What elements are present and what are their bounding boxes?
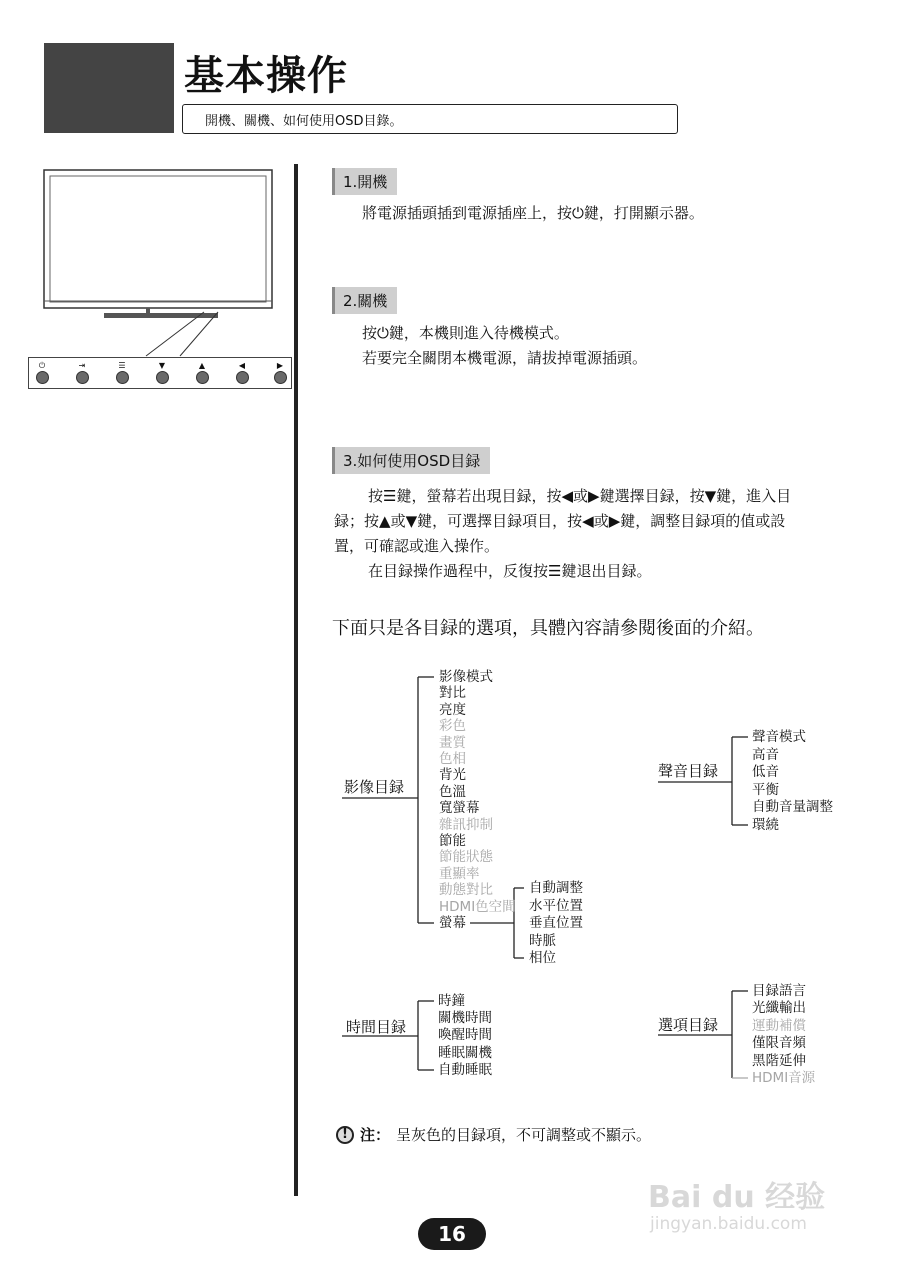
- menu-item: 僅限音頻: [752, 1035, 806, 1052]
- osd-instructions: 按☰鍵，螢幕若出現目録，按◀或▶鍵選擇目録，按▼鍵，進入目 録；按▲或▼鍵，可選擇目録項目，按◀或▶鍵，調整目録項的值或設 置，可確認或進入操作。 在目録操作過程中，反復按☰鍵退出目録。: [334, 487, 792, 580]
- menu-item: 節能: [439, 833, 466, 850]
- menu-item: 節能狀態: [439, 849, 493, 866]
- summary-text: 下面只是各目録的選項，具體內容請參閱後面的介紹。: [332, 618, 764, 639]
- options-menu-items: [752, 983, 815, 1087]
- picture-menu-title: 影像目録: [344, 778, 405, 796]
- menu-item: 高音: [752, 746, 779, 763]
- up-icon: ▲: [198, 361, 206, 370]
- input-icon: ⇥: [78, 361, 86, 370]
- menu-item: 運動補償: [752, 1017, 806, 1034]
- power-icon: ⏻: [377, 324, 389, 342]
- right-icon: ▶: [588, 487, 600, 505]
- page-title: 基本操作: [184, 53, 348, 99]
- options-menu-title: 選項目録: [658, 1016, 719, 1034]
- menu-item: 自動音量調整: [752, 799, 833, 816]
- power-icon: ⏻: [572, 204, 584, 222]
- menu-item: 相位: [529, 950, 556, 966]
- sound-menu-items: [752, 729, 833, 835]
- time-menu-items: [438, 993, 492, 1079]
- down-icon: ▼: [405, 512, 418, 530]
- menu-item: 對比: [439, 685, 466, 702]
- menu-icon: ☰: [118, 361, 126, 370]
- menu-item: 寬螢幕: [439, 800, 480, 817]
- menu-item: 環繞: [752, 816, 779, 833]
- menu-item: HDMI音源: [752, 1070, 816, 1087]
- power-on-text: 將電源插頭插到電源插座上，按⏻鍵，打開顯示器。: [362, 204, 704, 222]
- menu-item: 平衡: [752, 781, 779, 798]
- menu-item: 雜訊抑制: [439, 816, 493, 833]
- menu-item: 彩色: [439, 718, 466, 735]
- power-off-text: 按⏻鍵，本機則進入待機模式。 若要完全關閉本機電源，請拔掉電源插頭。: [362, 324, 648, 367]
- sound-menu-title: 聲音目録: [658, 762, 719, 780]
- note: [336, 1124, 651, 1145]
- right-icon: ▶: [276, 361, 284, 370]
- section-label-osd: 3.如何使用OSD目録: [332, 447, 490, 474]
- menu-item: 動態對比: [439, 882, 493, 899]
- menu-item: 色溫: [439, 783, 466, 800]
- menu-item: 喚醒時間: [438, 1027, 492, 1044]
- menu-item: 低音: [752, 764, 779, 781]
- menu-item: 水平位置: [529, 897, 583, 914]
- menu-item: 色相: [439, 751, 466, 768]
- section-label-power-on: 1.開機: [332, 168, 397, 195]
- note-label: 注：: [360, 1126, 391, 1144]
- menu-icon: ☰: [548, 562, 562, 580]
- down-icon: ▼: [158, 361, 166, 370]
- menu-item: 重顯率: [439, 865, 480, 882]
- watermark-logo: Bai du 经验: [648, 1180, 826, 1215]
- menu-item: 目録語言: [752, 983, 806, 999]
- picture-menu-items: [439, 669, 516, 932]
- menu-item: 亮度: [439, 701, 466, 718]
- subtitle: 開機、關機、如何使用OSD目錄。: [205, 114, 403, 129]
- page-number: 16: [418, 1218, 486, 1250]
- left-icon: ◀: [561, 487, 574, 505]
- menu-item: 影像模式: [439, 669, 493, 685]
- menu-item: 時脈: [529, 932, 556, 949]
- menu-item: 背光: [439, 767, 466, 784]
- menu-item: 垂直位置: [529, 915, 583, 931]
- screen-submenu-items: [529, 880, 583, 968]
- menu-item: 自動調整: [529, 880, 583, 896]
- watermark-url: jingyan.baidu.com: [650, 1214, 807, 1234]
- time-menu-title: 時間目録: [346, 1018, 407, 1036]
- menu-icon: ☰: [383, 487, 397, 505]
- left-icon: ◀: [238, 361, 246, 370]
- menu-item: 聲音模式: [752, 729, 806, 745]
- menu-item: 關機時間: [438, 1010, 492, 1027]
- right-icon: ▶: [608, 512, 621, 530]
- exclamation-icon: !: [336, 1126, 354, 1144]
- down-icon: ▼: [704, 487, 717, 505]
- note-text: 呈灰色的目録項，不可調整或不顯示。: [396, 1126, 652, 1144]
- menu-item: 黑階延伸: [752, 1052, 806, 1069]
- section-label-power-off: 2.關機: [332, 287, 397, 314]
- menu-item: 時鐘: [438, 993, 465, 1009]
- menu-item: HDMI色空間: [439, 898, 516, 915]
- left-icon: ◀: [582, 512, 594, 530]
- menu-item: 螢幕: [439, 915, 466, 932]
- up-icon: ▲: [379, 512, 391, 530]
- menu-item: 睡眠關機: [438, 1044, 492, 1061]
- power-icon: ⏻: [38, 361, 46, 370]
- menu-item: 自動睡眠: [438, 1061, 492, 1078]
- menu-item: 光纖輸出: [752, 1000, 806, 1017]
- menu-item: 畫質: [439, 734, 466, 751]
